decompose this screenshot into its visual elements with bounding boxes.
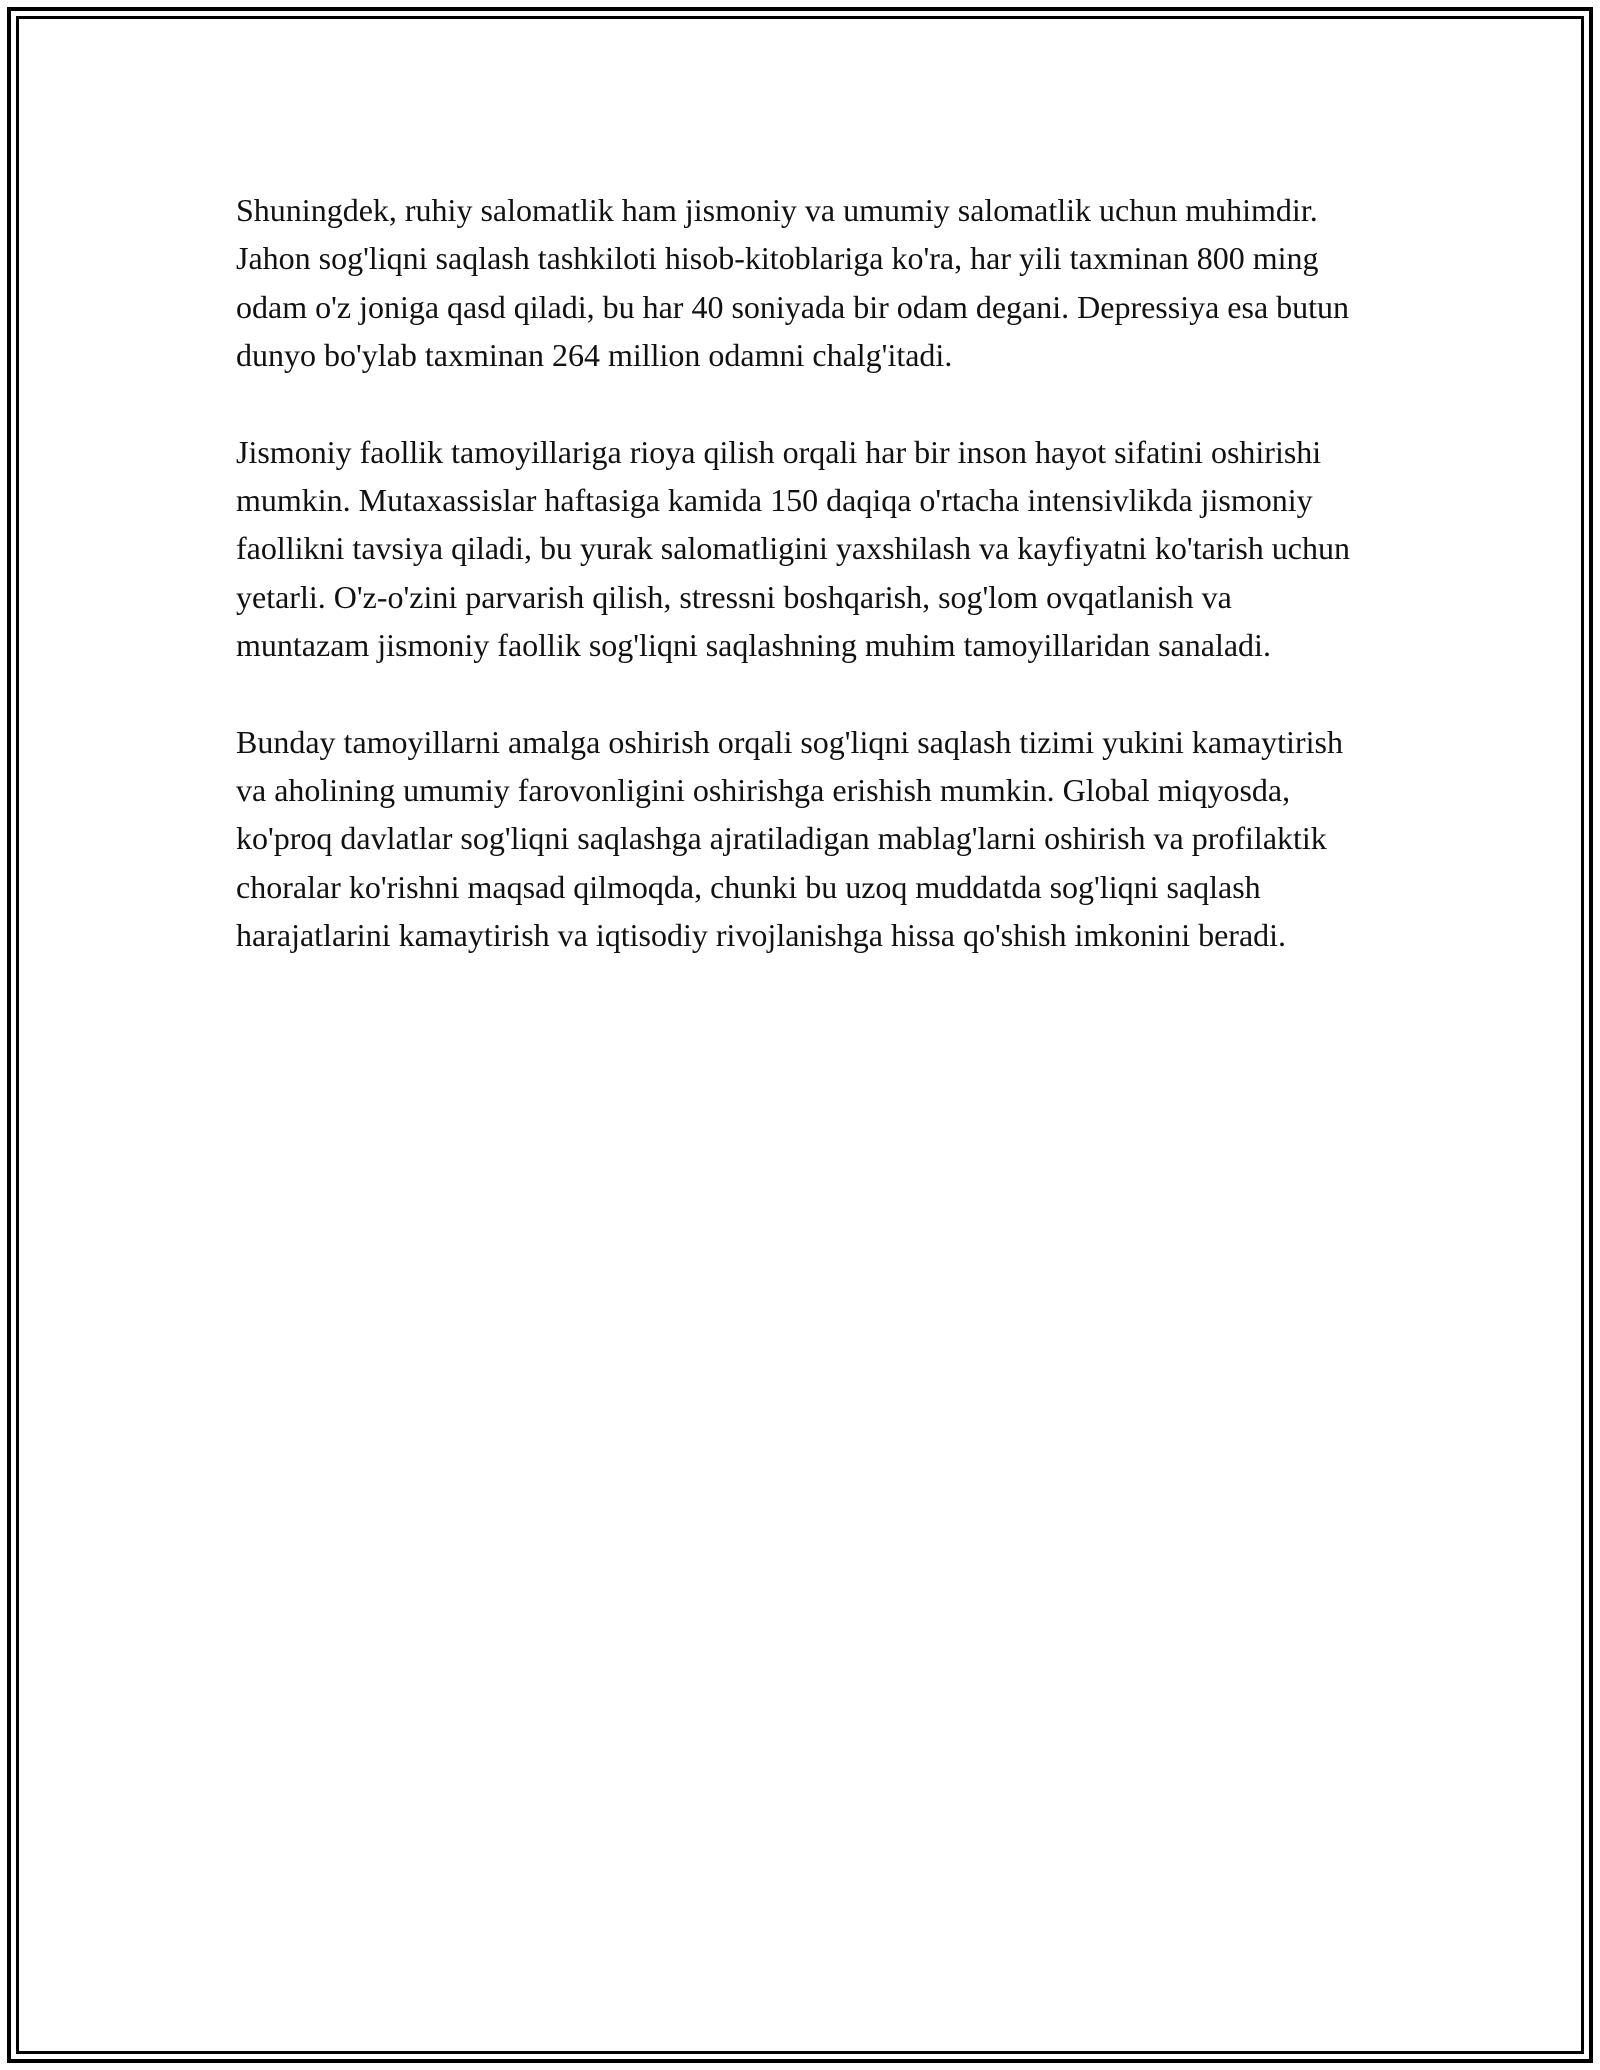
document-body [236,186,1366,1008]
paragraph-physical-activity: Jismoniy faollik tamoyillariga rioya qilish orqali har bir inson hayot sifatini oshirishi mumkin. Mutaxassislar haftasiga kamida 150 daqiqa o'rtacha intensivlikda jismoniy faollikni tavsiya qiladi, bu yurak salomatligini yaxshilash va kayfiyatni ko'tarish uchun yetarli. O'z-o'zini parvarish qilish, stressni boshqarish, sog'lom ovqatlanish va muntazam jismoniy faollik sog'liqni saqlashning muhim tamoyillaridan sanaladi. [236,433,1350,664]
paragraph-mental-health: Shuningdek, ruhiy salomatlik ham jismoniy va umumiy salomatlik uchun muhimdir. Jahon sog'liqni saqlash tashkiloti hisob-kitoblariga ko'ra, har yili taxminan 800 ming odam o'z joniga qasd qiladi, bu har 40 soniyada bir odam degani. Depressiya esa butun dunyo bo'ylab taxminan 264 million odamni chalg'itadi. [236,192,1350,374]
paragraph-healthcare-system: Bunday tamoyillarni amalga oshirish orqali sog'liqni saqlash tizimi yukini kamaytirish va aholining umumiy farovonligini oshirishga erishish mumkin. Global miqyosda, ko'proq davlatlar sog'liqni saqlashga ajratiladigan mablag'larni oshirish va profilaktik choralar ko'rishni maqsad qilmoqda, chunki bu uzoq muddatda sog'liqni saqlash harajatlarini kamaytirish va iqtisodiy rivojlanishga hissa qo'shish imkonini beradi. [236,723,1343,954]
